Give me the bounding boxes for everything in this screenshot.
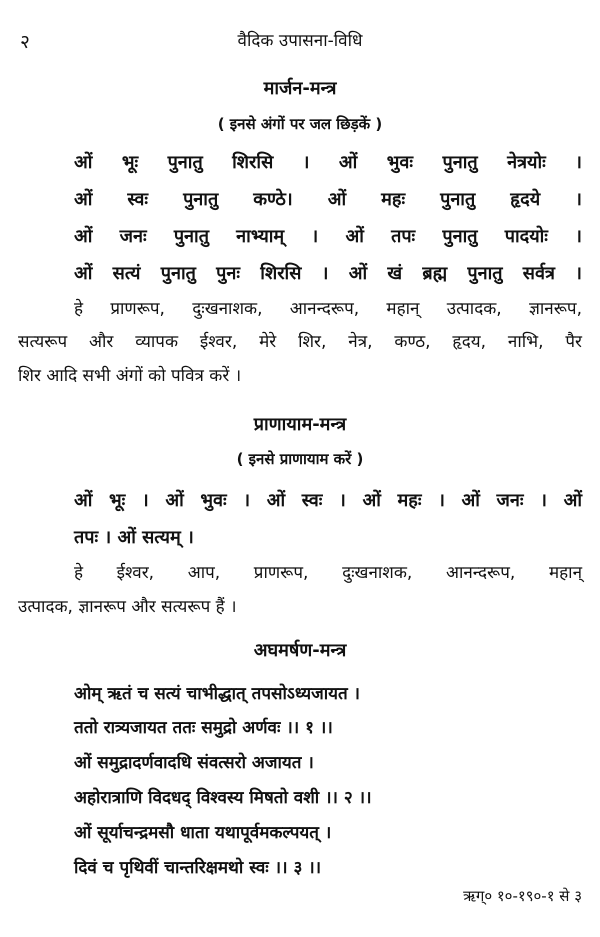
marjan-mantra-line: ओं भूः पुनातु शिरसि । ओं भुवः पुनातु नेत्रयोः । bbox=[74, 152, 582, 173]
pranayam-mantra-line: ओं भूः । ओं भुवः । ओं स्वः । ओं महः । ओं जनः । ओं bbox=[74, 490, 582, 511]
marjan-meaning-line: शिर आदि सभी अंगों को पवित्र करें । bbox=[18, 366, 242, 386]
aghamarshan-verse-line: ओं समुद्रादर्णवादधि संवत्सरो अजायत । bbox=[74, 753, 314, 773]
aghamarshan-verse-line: दिवं च पृथिवीं चान्तरिक्षमथो स्वः ।। ३ ।। bbox=[74, 858, 322, 878]
page-number: २ bbox=[20, 31, 30, 53]
rigveda-reference: ऋग्० १०-१९०-१ से ३ bbox=[463, 887, 582, 905]
marjan-title: मार्जन-मन्त्र bbox=[263, 78, 337, 99]
marjan-mantra-line: ओं स्वः पुनातु कण्ठे। ओं महः पुनातु हृदये । bbox=[74, 189, 582, 210]
pranayam-mantra-line: तपः । ओं सत्यम् । bbox=[74, 527, 194, 548]
running-title: वैदिक उपासना-विधि bbox=[237, 31, 363, 51]
pranayam-instruction: ( इनसे प्राणायाम करें ) bbox=[236, 450, 364, 468]
marjan-mantra-line: ओं जनः पुनातु नाभ्याम् । ओं तपः पुनातु पादयोः । bbox=[74, 226, 582, 247]
marjan-mantra-line: ओं सत्यं पुनातु पुनः शिरसि । ओं खं ब्रह्म पुनातु सर्वत्र । bbox=[74, 263, 582, 284]
pranayam-meaning-line: हे ईश्वर, आप, प्राणरूप, दुःखनाशक, आनन्दरूप, महान् bbox=[74, 563, 582, 583]
marjan-meaning-line: हे प्राणरूप, दुःखनाशक, आनन्दरूप, महान् उत्पादक, ज्ञानरूप, bbox=[74, 299, 582, 319]
aghamarshan-verse-line: ततो रात्र्यजायत ततः समुद्रो अर्णवः ।। १ ।। bbox=[74, 718, 333, 738]
pranayam-title: प्राणायाम-मन्त्र bbox=[253, 414, 347, 435]
aghamarshan-verse-line: ओम् ऋतं च सत्यं चाभीद्धात् तपसोऽध्यजायत । bbox=[74, 684, 361, 704]
marjan-instruction: ( इनसे अंगों पर जल छिड़कें ) bbox=[217, 115, 383, 133]
aghamarshan-verse-line: ओं सूर्याचन्द्रमसौ धाता यथापूर्वमकल्पयत् । bbox=[74, 823, 332, 843]
page-header bbox=[0, 28, 600, 58]
aghamarshan-title: अघमर्षण-मन्त्र bbox=[253, 640, 347, 661]
aghamarshan-verse-line: अहोरात्राणि विदधद् विश्वस्य मिषतो वशी ।। २ ।। bbox=[74, 788, 372, 808]
pranayam-meaning-line: उत्पादक, ज्ञानरूप और सत्यरूप हैं । bbox=[18, 597, 237, 617]
marjan-meaning-line: सत्यरूप और व्यापक ईश्वर, मेरे शिर, नेत्र, कण्ठ, हृदय, नाभि, पैर bbox=[18, 332, 582, 352]
